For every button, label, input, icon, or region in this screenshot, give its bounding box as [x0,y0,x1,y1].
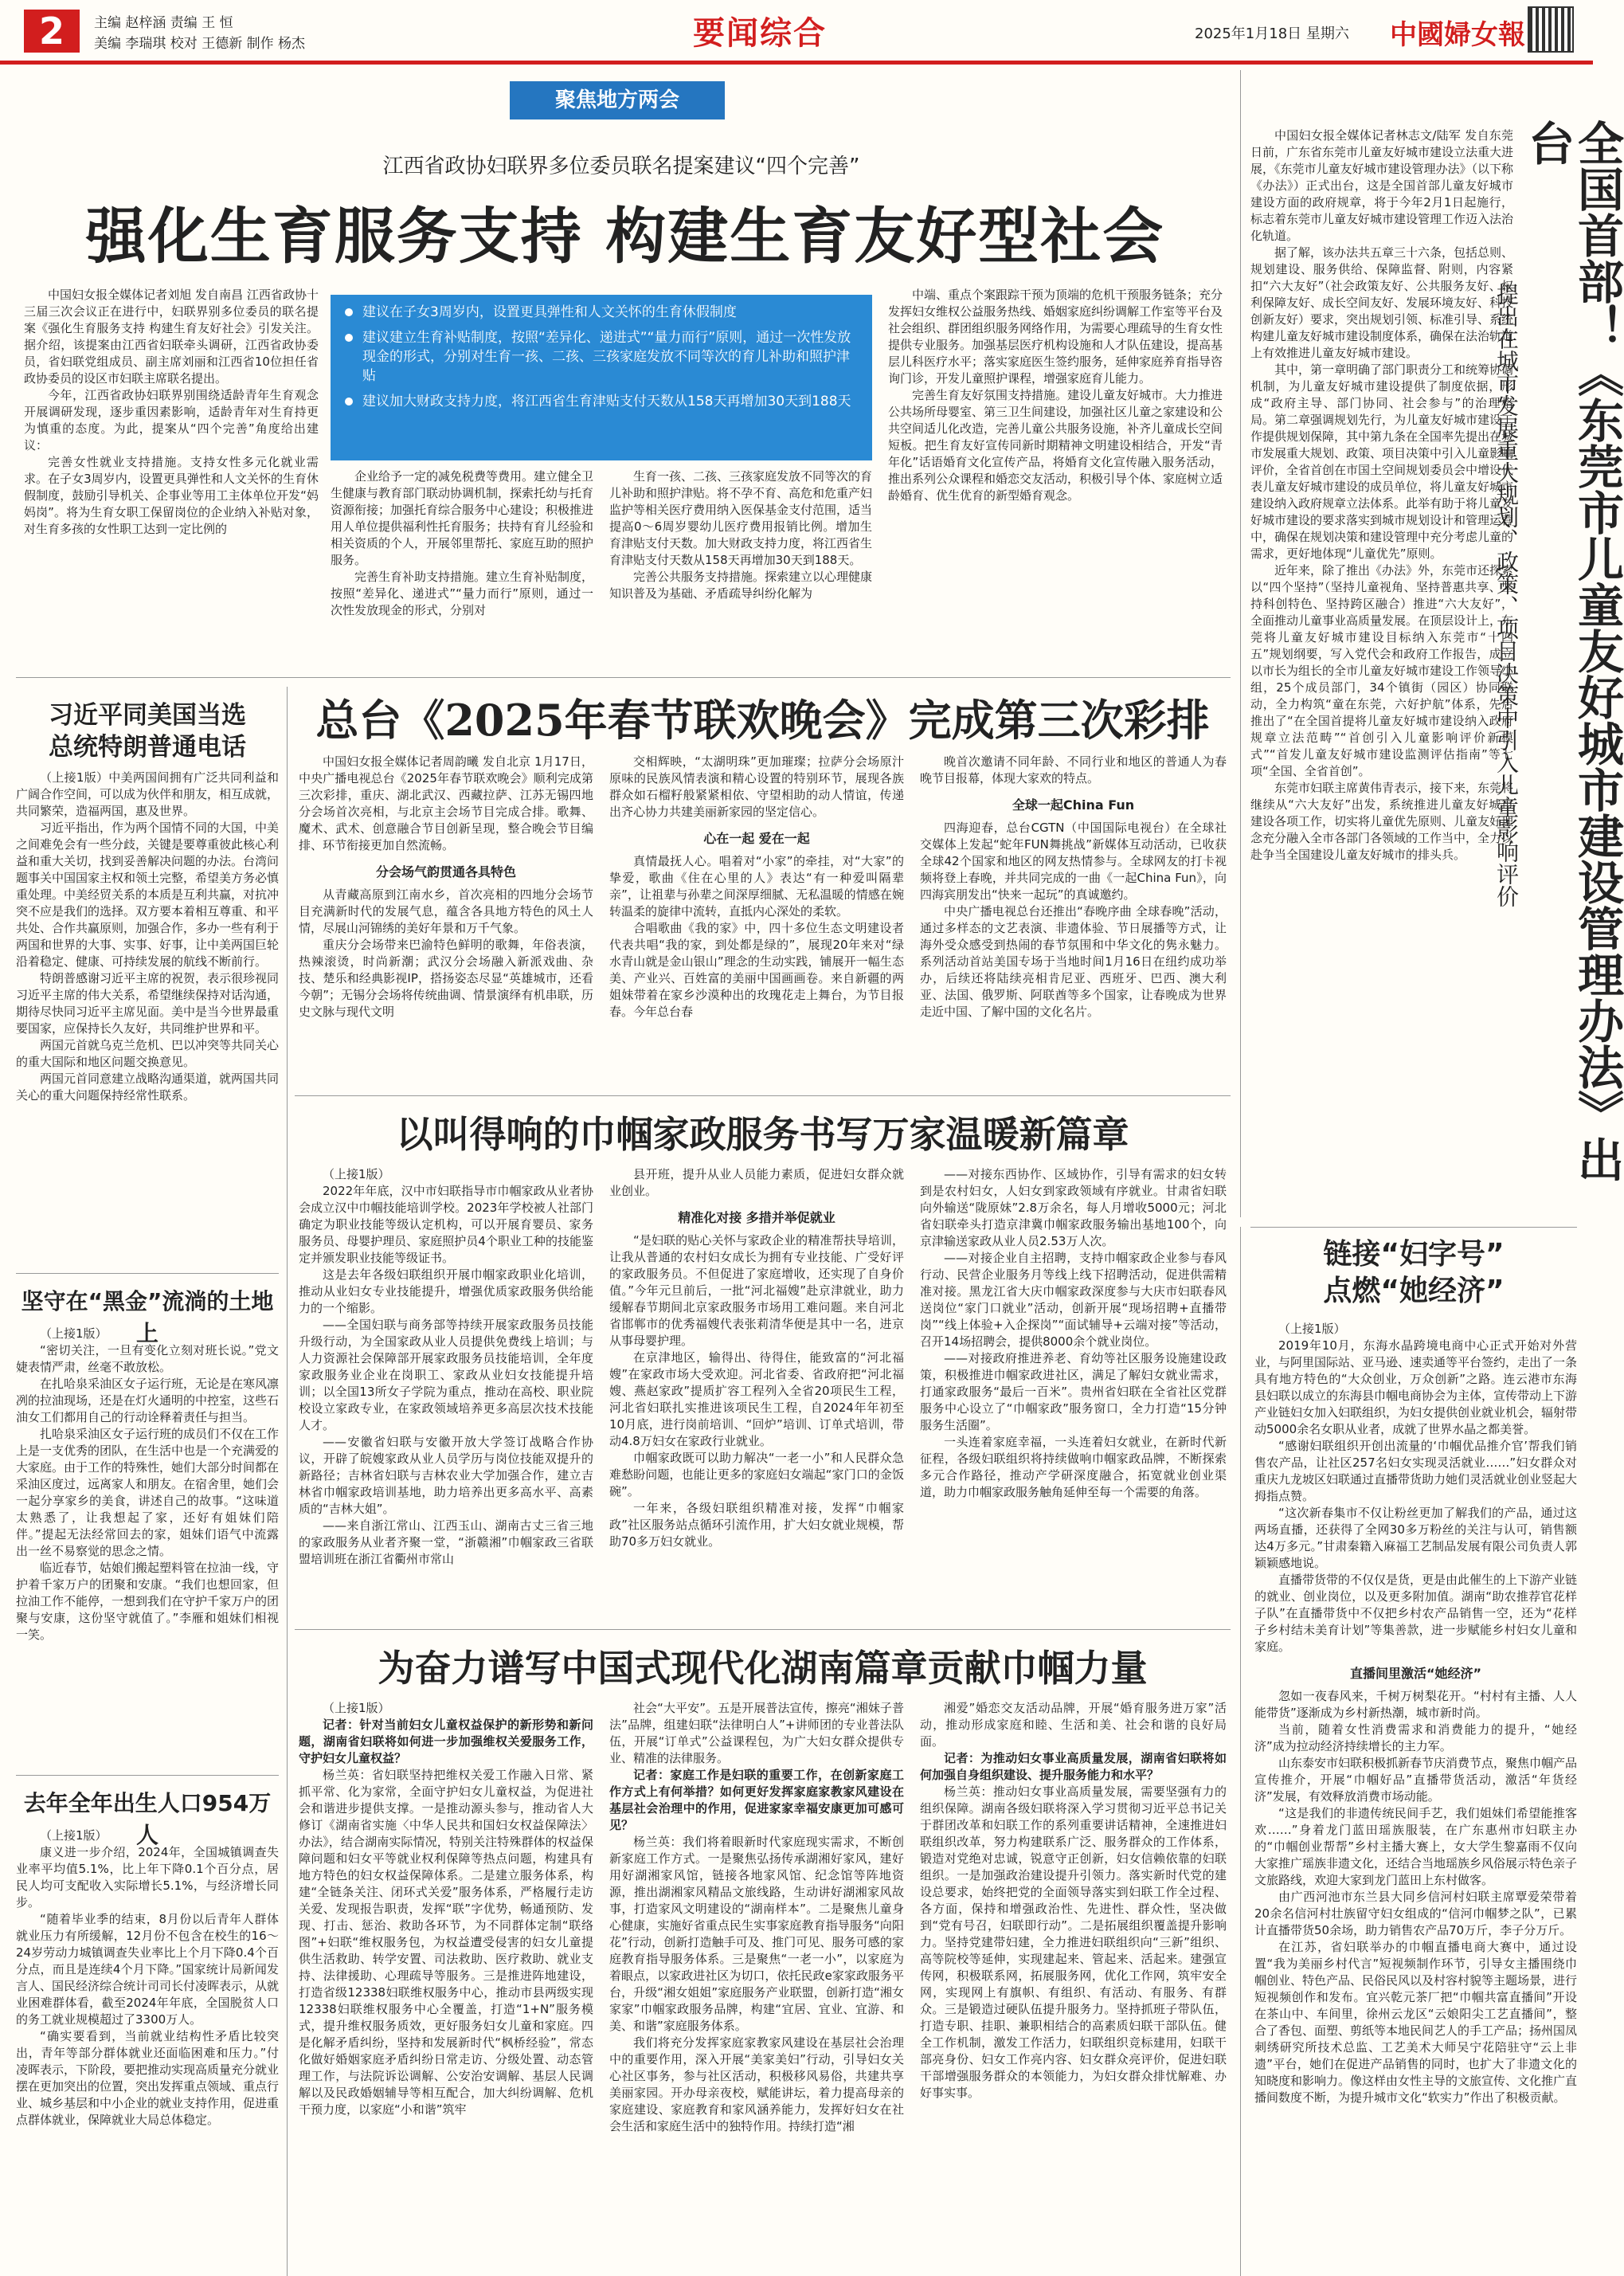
xi-headline-line-1: 习近平同美国当选 [49,701,246,730]
pop-p1: （上接1版） [40,1828,108,1843]
hk-p6: ——来自浙江常山、江西玉山、湖南古丈三省三地的家政服务从业者齐聚一堂，“浙赣湘”巾帼家政三省联盟培训班在浙江省衢州市常山 [299,1518,593,1566]
feature-kicker: 江西省政协妇联界多位委员联名提案建议“四个完善” [382,155,860,178]
gala-p3: 重庆分会场带来巴渝特色鲜明的歌舞，年俗表演，热辣滚烫，时尚新潮；武汉分会场融入新派戏曲、杂技、楚乐和经典影视IP，搭扬姿态尽显“英雄城市，还看今朝”；无锡分会场将传统曲调、情景演绎有机串联，历史文脉与现代文明 [299,938,593,1019]
bg-p1: （上接1版） [40,1326,108,1341]
ecommerce-headline [1250,1236,1577,1310]
ec-p11: 在江苏，省妇联举办的巾帼直播电商大赛中，通过设置“我为美丽乡村代言”短视频制作环节，引导女主播围绕巾帼创业、特色产品、民俗民风以及村容村貌等主题场景，进行短视频创作和发布。宜兴乾元茶厂把“巾帼共富直播间”开设在茶山中、车间里，徐州云龙区“云娘阳尖工艺直播间”，整合了香包、面塑、剪纸等本地民间艺人的手工产品；扬州国凤刺绣研究所技术总监、工艺美术大师吴宁花陪驻守“云上非遗”平台，她们在促进产品销售的同时，也扩大了非遗文化的知晓度和影响力。像这样由女性主导的文旅宣传、文化推广直播间数度不断，为提升城市文化“软实力”作出了积极贡献。 [1254,1940,1578,2105]
hk-p9: 在京津地区，输得出、待得住，能致富的“河北福嫂”在家政市场大受欢迎。河北省委、省政府把“河北福嫂、燕赵家政”提质扩容工程列入全省20项民生工程，河北省妇联扎实推进该项民生工程，自2024年年初至10月底，进行岗前培训、“回炉”培训、订单式培训，带动4.8万妇女在家政行业就业。 [609,1350,904,1448]
hunan-col-2 [609,1700,904,2135]
gala-subhead-1: 分会场气韵贯通各具特色 [375,864,516,879]
hk-p8: “是妇联的贴心关怀与家政企业的精准帮扶导培训，让我从普通的农村妇女成长为拥有专业技能、广受好评的家政服务员。不但促进了家庭增收，还实现了自身价值。”今年元旦前后，一批“河北福嫂”赴京津就业，助力缓解春节期间北京家政服务市场用工难问题。来自河北省邯郸市的优秀福嫂代表张莉清华便是其中一名，进京从事母婴护理。 [609,1233,904,1348]
divider [16,677,1231,678]
divider [16,1273,279,1274]
xi-p3: 特朗普感谢习近平主席的祝贺，表示很珍视同习近平主席的伟大关系，希望继续保持对话沟通，期待尽快同习近平主席见面。美中是当今世界最重要国家，应保持长久友好，共同维护世界和平。 [16,971,280,1036]
hk-subhead: 精准化对接 多措并举促就业 [678,1210,835,1225]
gala-p2: 从青藏高原到江南水乡，首次亮相的四地分会场节目充满新时代的发展气息，蕴含各具地方特色的风土人情，尽展山河锦绣的美好年景和万千气象。 [299,887,593,935]
hk-p14: ——对接政府推进养老、育幼等社区服务设施建设政策，积极推进巾帼家政进社区，满足了解妇女就业需求，打通家政服务“最后一百米”。贵州省妇联在全省社区党群服务中心设立了“巾帼家政”服务窗口，全力打造“15分钟服务生活圈”。 [920,1351,1227,1432]
feature-bullet-box [331,295,872,460]
feature-col2-p1: 企业给予一定的减免税费等费用。建立健全卫生健康与教育部门联动协调机制，探索托幼与托育资源衔接；加强托育综合服务中心建设；积极推进用人单位提供福利性托育服务；扶持有育儿经验和相关资质的个人，开展邻里帮托、家庭互助的照护服务。 [331,469,594,567]
xi-p5: 两国元首同意建立战略沟通渠道，就两国共同关心的重大问题保持经常性联系。 [16,1071,280,1103]
divider [1240,1227,1241,2276]
hk-p4: ——全国妇联与商务部等持续开展家政服务员技能升级行动，为全国家政从业人员提供免费线上培训；与人力资源社会保障部开展家政服务员技能培训，全年度家政服务业企业在岗职工、家政从业妇女技能提升培训；以全国13所女子学院为重点，推动在高校、职业院校设立家政专业，在家政领域培养更多高层次技术技能人才。 [299,1318,593,1432]
hn-a3: 杨兰英：推动妇女事业高质量发展，需要坚强有力的组织保障。湖南各级妇联将深入学习贯彻习近平总书记关于群团改革和妇联工作的系列重要讲话精神，全速推进妇联组织改革，努力构建联系广泛、服务群众的工作体系，锻造对党绝对忠诚，锐意守正创新，妇女信赖依靠的妇联组织。一是加强政治建设提升引领力。落实新时代党的建设总要求，始终把党的全面领导落实到妇联工作全过程、各方面，保持和增强政治性、先进性、群众性，坚决做到“党有号召，妇联即行动”。二是拓展组织覆盖提升影响力。坚持党建带妇建，全力推进妇联组织向“三新”组织、高等院校等延伸，实现建起来、管起来、活起来。建强宣传网，积极联系网，拓展服务网，优化工作网，筑牢安全网，实现网上有旗帜、有组织、有活动、有服务、有群众。三是锻造过硬队伍提升服务力。坚持抓班子带队伍，打造专职、挂职、兼职相结合的高素质妇联干部队伍。健全工作机制，激发工作活力，妇联组织竞标建用，妇联干部亮身份、妇女工作亮内容、妇女群众亮评价，促进妇联干部增强服务群众的本领能力，为妇女群众排忧解难、办好事实事。 [920,1784,1227,2100]
hn-a1b: 社会“大平安”。五是开展普法宣传，擦亮“湘妹子普法”品牌，组建妇联“法律明白人”+讲师团的专业普法队伍，开展“订单式”公益课程包，为广大妇女群众提供专业、精准的法律服务。 [609,1701,904,1765]
feature-col-4 [888,287,1223,504]
hn-a2: 杨兰英：我们将着眼新时代家庭现实需求，不断创新家庭工作方式。一是聚焦弘扬传承湖湘好家风，建好用好湖湘家风馆，链接各地家风馆、纪念馆等阵地资源，推出湖湘家风精品文旅线路，生动讲好湖湘家风故事，打造家风文明建设的“湖南样本”。二是聚焦儿童身心健康，实施好省重点民生实事家庭教育指导服务“向阳花”行动，创新打造触手可及、推门可见、服务可感的家庭教育指导服务体系。三是聚焦“一老一小”，以家庭为着眼点，以家政进社区为切口，依托民政e家家政服务平台，升级“湘女姐姐”家庭服务产业联盟，创新打造“湘女家家”巾帼家政服务品牌，构建“宜居、宜业、宜游、和美、和谐”家庭服务体系。 [609,1835,904,2033]
hk-p12: ——对接东西协作、区域协作，引导有需求的妇女转到是农村妇女，人妇女到家政领域有序就业。甘肃省妇联向外输送“陇原妹”2.8万余名，每人月增收5000元；河北省妇联牵头打造京津冀巾帼家政服务输出基地100个，向京津输送家政从业人员2.53万人次。 [920,1167,1227,1248]
ec-p2: 2019年10月，东海水晶跨境电商中心正式开始对外营业，与阿里国际站、亚马逊、速卖通等平台签约，走出了一条具有地方特色的“大众创业，万众创新”之路。连云港市东海县妇联以成立的东海县巾帼电商协会为主体，宣传带动上下游产业链妇女加入妇联组织，为妇女提供创业就业机会，辐射带动5000余名女职从业者，成就了世界水晶之都美誉。 [1254,1338,1578,1436]
feature-lead: 中国妇女报全媒体记者刘旭 发自南昌 江西省政协十三届三次会议正在进行中，妇联界别多位委员的联名提案《强化生育服务支持 构建生育友好社会》引发关注。据介绍，该提案由江西省妇联牵头调研，江西省政协委员，省妇联党组成员、副主席刘丽和江西省10位担任省政协委员的设区市妇联主席联名提出。 [24,288,319,386]
gala-headline: 总台《2025年春节联欢晚会》完成第三次彩排 [315,695,1210,746]
xi-headline-line-2: 总统特朗普通电话 [49,733,246,762]
hn-a1: 杨兰英：省妇联坚持把维权关爱工作融入日常、紧抓平常、化为家常，全面守护妇女儿童权益，为促进社会和谐进步提供支撑。一是推动源头参与，推动省人大修订《湖南省实施〈中华人民共和国妇女权益保障法〉办法》，结合湖南实际情况，特别关注特殊群体的权益保障问题和妇女平等就业权利保障等热点问题，构建具有地方特色的妇女权益保障体系。二是建立服务体系，构建“全链条关注、闭环式关爱”服务体系，严格履行走访关爱、发现报告职责，发挥“联”字优势，畅通预防、发现、打击、惩治、救助各环节，为不同群体定制“联络图”+妇联“维权服务包，为权益遭受侵害的妇女儿童提供生活救助、转学安置、司法救助、医疗救助、就业支持、法律援助、心理疏导等服务。三是推进阵地建设，打造省级12338妇联维权服务中心，推动市县两级实现12338妇联维权服务中心全覆盖，打造“1+N”服务模式，提升维权服务质效，更好服务妇女儿童和家庭。四是化解矛盾纠纷，坚持和发展新时代“枫桥经验”，常态化做好婚姻家庭矛盾纠纷日常走访、分级处置、动态管理工作，与法院诉讼调解、公安治安调解、基层人民调解以及民政婚姻辅导等相互配合，加大纠纷调解、危机干预力度，以家庭“小和谐”筑牢 [299,1768,593,2117]
dongguan-body [1250,127,1513,864]
ec-p1: （上接1版） [1278,1322,1346,1336]
ec-p10: 由广西河池市东兰县大同乡信河村妇联主席覃爱荣带着20余名信河村壮族留守妇女组成的“信河巾帼梦之队”，已累计直播带货50余场，助力销售农产品70万斤，李子分万斤。 [1254,1890,1577,1937]
hn-q1: 记者：针对当前妇女儿童权益保护的新形势和新问题，湖南省妇联将如何进一步加强维权关爱服务工作，守护妇女儿童权益？ [299,1718,593,1765]
hn-a2b: 我们将充分发挥家庭家教家风建设在基层社会治理中的重要作用，深入开展“美家美妇”行动，引导妇女关心社区事务，参与社区活动，积极移风易俗，共建共享美丽家园。开办母亲夜校，赋能讲坛，着力提高母亲的家庭建设、家庭教育和家风涵养能力，发挥好妇女在社会生活和家庭生活中的独特作用。持续打造“湘 [609,2035,904,2133]
dongguan-p5: 东莞市妇联主席黄伟青表示，接下来，东莞将继续从“六大友好”出发，系统推进儿童友好城市建设各项工作，切实将儿童优先原则、儿童友好理念充分融入全市各部门各领域的工作当中，全力以赴争当全国建设儿童友好城市的排头兵。 [1250,781,1514,862]
housekeeping-col-3 [920,1166,1227,1501]
dongguan-p1: 中国妇女报全媒体记者林志文/陆军 发自东莞 日前，广东省东莞市儿童友好城市建设立法重大进展，《东莞市儿童友好城市建设管理办法》（以下称《办法》）正式出台，这是全国首部儿童友好城市建设方面的政府规章，将于今年2月1日起施行，标志着东莞市儿童友好城市建设管理工作迈入法治化轨道。 [1250,128,1514,243]
section-title: 要闻综合 [693,15,827,52]
bg-p2: “密切关注，一旦有变化立刻对班长说。”党文婕表情严肃，丝毫不敢放松。 [16,1343,279,1374]
feature-headline: 强化生育服务支持 构建生育友好型社会 [85,201,1165,272]
hunan-col-3 [920,1700,1227,2102]
gala-p7: 晚首次邀请不同年龄、不同行业和地区的普通人为春晚节目报幕，体现大家欢的特点。 [920,754,1227,785]
feature-tag: 聚焦地方两会 [510,81,725,119]
divider [1250,1227,1577,1228]
housekeeping-headline: 以叫得响的巾帼家政服务书写万家温暖新篇章 [396,1113,1129,1156]
pop-p4: “确实要看到，当前就业结构性矛盾比较突出，青年等部分群体就业还面临困难和压力。”付凌晖表示，下阶段，要把推动实现高质量充分就业摆在更加突出的位置，突出发挥重点领域、重点行业、城乡基层和中小企业的就业支持作用，促进重点群体就业，保障就业大局总体稳定。 [16,2029,280,2127]
feature-col-1 [24,287,319,538]
ec-p8: 山东泰安市妇联积极抓新春节庆消费节点，聚焦巾帼产品宣传推介，开展“巾帼好品”直播带货活动，激活“年货经济”发展，有效释放消费市场动能。 [1254,1756,1578,1804]
pop-p3: “随着毕业季的结束，8月份以后青年人群体就业压力有所缓解，12月份不包含在校生的16～24岁劳动力城镇调查失业率比上个月下降0.4个百分点，而且是连续4个月下降。”国家统计局新闻发言人、国民经济综合统计司司长付凌晖表示，从就业困难群体看，截至2024年年底，全国脱贫人口的务工就业规模超过了3300万人。 [16,1912,280,2027]
ec-p5: 直播带货带的不仅仅是货，更是由此催生的上下游产业链的就业、创业岗位，以及更多附加值。湖南“助农推荐官花样子队”在直播带货中不仅把乡村农产品销售一空，还为“花样子乡村结未美育计划”等集善款，进一步赋能乡村妇女儿童和家庭。 [1254,1573,1578,1654]
divider [295,1095,1231,1096]
hk-p13: ——对接企业自主招聘，支持巾帼家政企业参与春风行动、民营企业服务月等线上线下招聘活动，促进供需精准对接。黑龙江省大庆巾帼家政深度参与大庆市妇联春风送岗位“家门口就业”活动，创新开展“现场招聘+直播带岗”“线上体验+入企探岗”“面试辅导+云端对接”等活动，召开14场招聘会，提供8000余个就业岗位。 [920,1251,1227,1349]
pop-p2: 康义进一步介绍，2024年，全国城镇调查失业率平均值5.1%，比上年下降0.1个百分点，居民人均可支配收入实际增长5.1%，与经济增长同步。 [16,1845,279,1910]
xi-p1: （上接1版）中美两国间拥有广泛共同利益和广阔合作空间，可以成为伙伴和朋友，相互成就，共同繁荣，造福两国，惠及世界。 [16,770,280,818]
hk-p3: 这是去年各级妇联组织开展巾帼家政职业化培训，推动从业妇女专业技能提升，增强优质家政服务供给能力的一个缩影。 [299,1267,593,1315]
divider [16,1775,279,1776]
gala-p6: 合唱歌曲《我的家》中，四十多位生态文明建设者代表共唱“我的家，到处都是绿的”，展现20年来对“绿水青山就是金山银山”理念的生动实践，铺展开一幅生态美、产业兴、百姓富的美丽中国画画卷。来自新疆的两姐妹带着在家乡沙漠种出的玫瑰花走上舞台，为节目报春。今年总台春 [609,921,904,1019]
bg-p4: 扎哈泉采油区女子运行班的成员们不仅在工作上是一支优秀的团队，在生活中也是一个充满爱的大家庭。由于工作的特殊性，她们大部分时间都在采油区度过，远离家人和朋友。在宿舍里，她们会一起分享家乡的美食，讲述自己的故事。“这味道太熟悉了，让我想起了家，还好有姐妹们陪伴。”提起无法经常回去的家，姐妹们语气中流露出一丝不易察觉的思念之情。 [16,1427,280,1558]
feature-col1-p2: 今年，江西省政协妇联界别围绕适龄青年生育观念开展调研发现，逐步重因素影响，适龄青年对生育持更为慎重的态度。为此，提案从“四个完善”角度给出建议： [24,388,319,452]
hn-q3: 记者：为推动妇女事业高质量发展，湖南省妇联将如何加强自身组织建设、提升服务能力和水平？ [920,1751,1227,1782]
feature-col-2 [331,468,593,619]
bullet-item: 建议加大财政支持力度，将江西省生育津贴支付天数从158天再增加30天到188天 [345,392,858,411]
ec-p4: “这次新春集市不仅让粉丝更加了解我们的产品，通过这两场直播，还获得了全网30多万粉丝的关注与认可，销售额达4万多元。”甘肃秦籍入麻福工艺制品发展有限公司负责人郭颖颖感地说。 [1254,1506,1577,1570]
feature-col2-p2: 完善生育补助支持措施。建立生育补贴制度，按照“差异化、递进式”“量力而行”原则，通过一次性发放现金的形式，分别对 [331,570,594,617]
feature-col4-p2: 完善生育友好氛围支持措施。建设儿童友好城市。大力推进公共场所母婴室、第三卫生间建设，加强社区儿童之家建设和公共空间适儿化改造，完善儿童公共服务设施，补齐儿童成长空间短板。把生育友好宣传同新时期精神文明建设相结合，开发“青年化”话语婚育文化宣传产品，将婚育文化宣传融入服务活动，推出系列公众课程和婚恋交友活动，积极引导个体、家庭树立适龄婚育、优生优育的新型婚育观念。 [888,388,1223,503]
gala-subhead-3: 全球一起China Fun [1012,797,1135,813]
brand-logo: 中國婦女報 [1390,19,1525,51]
population-body [16,1827,279,2129]
hunan-col-1 [299,1700,593,2118]
hk-p2: 2022年年底，汉中市妇联指导市巾帼家政从业者协会成立汉中巾帼技能培训学校。2023年学校被人社部门确定为职业技能等级认定机构，可以开展育婴员、家务服务员、母婴护理员、家庭照护员4个职业工种的技能鉴定并颁发职业技能等级证书。 [299,1184,593,1265]
ec-p9: “这是我们的非遗传统民间手艺，我们姐妹们希望能推客欢……”身着龙门蓝田瑶族服装，在广东惠州市妇联主办的“巾帼创业帮帮”乡村主播大赛上，女大学生黎嘉雨不仅向大家推广瑶族非遗文化，还结合当地瑶族乡风俗展示特色亲子文旅路线，欢迎大家到龙门蓝田上东村做客。 [1254,1806,1578,1887]
qr-code[interactable] [1528,6,1574,53]
issue-date: 2025年1月18日 星期六 [1195,25,1349,42]
gala-col-2 [609,754,904,1020]
dongguan-subhead: 提出在城市发展重大规划、政策、项目决策中引入儿童影响评价 [1493,283,1520,907]
bg-p5: 临近春节，姑娘们搬起塑料管在拉油一线，守护着千家万户的团聚和安康。“我们也想回家，但拉油工作不能停，一想到我们在守护千家万户的团聚与安康，这份坚守就值了。”李雁和姐妹们相视一笑。 [16,1561,280,1642]
gala-p1: 中国妇女报全媒体记者周韵曦 发自北京 1月17日，中央广播电视总台《2025年春节联欢晚会》顺利完成第三次彩排，重庆、湖北武汉、西藏拉萨、江苏无锡四地分会场首次亮相，与北京主会场节目完成合排。歌舞、魔术、武术、创意融合节目创新呈现，整合晚会节目编排、环节衔接更加自然流畅。 [299,754,593,852]
gala-subhead-2: 心在一起 爱在一起 [703,831,810,846]
divider [295,1629,1231,1630]
bullet-dot-icon [345,308,353,316]
hk-p7: 县开班，提升从业人员能力素质，促进妇女群众就业创业。 [609,1167,904,1198]
ec-headline-line-2: 点燃“她经济” [1323,1275,1505,1307]
gala-p9: 中央广播电视总台还推出“春晚序曲 全球春晚”活动，通过多样态的文艺表演、非遗体验、节日展播等方式，让海外受众感受到热闹的春节氛围和中华文化的隽永魅力。系列活动首站美国专场于当地时间1月16日在纽约成功举办，后续还将陆续亮相肯尼亚、西班牙、巴西、澳大利亚、法国、俄罗斯、阿联酋等多个国家，让春晚成为世界走近中国、了解中国的文化名片。 [920,904,1227,1019]
hn-p1: （上接1版） [323,1701,390,1715]
dongguan-p3: 其中，第一章明确了部门职责分工和统筹协调机制，为儿童友好城市建设提供了制度依据，形成“政府主导、部门协同、社会参与”的治理格局。第二章强调规划先行，为儿童友好城市建设工作提供规划保障，其中第九条在全国率先提出在城市发展重大规划、政策、项目决策中引入儿童影响评价，全省首创在市国土空间规划委员会中增设代表儿童友好城市建设的成员单位，将儿童友好城市建设纳入政府规章立法体系。此举有助于将儿童友好城市建设的要求落实到城市规划设计和管理运营中，确保在规划决策和建设管理中充分考虑儿童的需求，更好地体现“儿童优先”原则。 [1250,362,1514,561]
dongguan-headline: 全国首部！《东莞市儿童友好城市建设管理办法》出台 [1520,119,1624,1182]
ecommerce-body [1254,1321,1577,2106]
xi-p2: 习近平指出，作为两个国情不同的大国，中美之间难免会有一些分歧，关键是要尊重彼此核心利益和重大关切，找到妥善解决问题的办法。台湾问题事关中国国家主权和领土完整，希望美方务必慎重处理。中美经贸关系的本质是互利共赢，对抗冲突不应是我们的选择。双方要本着相互尊重、和平共处、合作共赢原则，加强合作，多办一些有利于两国和世界的大事、实事、好事，让中美两国巨轮沿着稳定、健康、可持续发展的航线不断前行。 [16,821,280,969]
hn-q2: 记者：家庭工作是妇联的重要工作，在创新家庭工作方式上有何举措？如何更好发挥家庭家教家风建设在基层社会治理中的作用，促进家家幸福安康更加可感可见？ [609,1768,904,1832]
masthead-rule [0,61,1593,65]
gala-col-3 [920,754,1227,1020]
xi-p4: 两国元首就乌克兰危机、巴以冲突等共同关心的重大国际和地区问题交换意见。 [16,1038,280,1069]
housekeeping-col-1 [299,1166,593,1568]
hk-p10: 巾帼家政既可以助力解决“一老一小”和人民群众急难愁盼问题，也能让更多的家庭妇女端起“家门口的金饭碗”。 [609,1451,904,1498]
divider [287,687,288,2276]
housekeeping-col-2 [609,1166,904,1550]
bullet-dot-icon [345,398,353,405]
feature-col1-p3: 完善女性就业支持措施。支持女性多元化就业需求。在子女3周岁内，设置更具弹性和人文关怀的生育休假制度，鼓励引导机关、企事业等用工主体单位开发“妈妈岗”。将为生育女职工保留岗位的企业纳入补贴对象，对生育多孩的女性职工达到一定比例的 [24,455,319,536]
blackgold-headline: 坚守在“黑金”流淌的土地上 [21,1288,274,1346]
ec-p3: “感谢妇联组织开创出流量的‘巾帼优品推介官’帮我们销售农产品，让社区257名妇女实现灵活就业……”妇女群众对重庆九龙坡区妇联通过直播带货助力她们灵活就业创业竖起大拇指点赞。 [1254,1439,1578,1503]
staff-line-2: 美编 李瑞琪 校对 王德新 制作 杨杰 [94,36,306,52]
staff-line-1: 主编 赵梓涵 责编 王 恒 [94,15,233,31]
bullet-item: 建议在子女3周岁内，设置更具弹性和人文关怀的生育休假制度 [345,303,858,322]
gala-p4: 交相辉映，“太湖明珠”更加璀璨；拉萨分会场原汁原味的民族风情表演和精心设置的特别环节，展现各族群众如石榴籽般紧紧相依、守望相助的动人情谊，传递出齐心协力共建美丽新家园的坚定信心。 [609,754,904,819]
blackgold-body [16,1326,279,1643]
masthead [0,0,1593,60]
feature-col-3 [609,468,872,602]
bullet-item: 建议建立生育补贴制度，按照“差异化、递进式”“量力而行”原则，通过一次性发放现金的形式，分别对生育一孩、二孩、三孩家庭发放不同等次的育儿补助和照护津贴 [345,328,858,386]
dongguan-p2: 据了解，该办法共五章三十六条，包括总则、规划建设、服务供给、保障监督、附则，内容紧扣“六大友好”（社会政策友好、公共服务友好、权利保障友好、成长空间友好、发展环境友好、科技创新友好）要求，突出规划引领、标准引导、系统构建儿童友好城市建设制度体系，确保在法治轨道上有效推进儿童友好城市建设。 [1250,245,1514,360]
feature-col3-p2: 完善公共服务支持措施。探索建立以心理健康知识普及为基础、矛盾疏导纠纷化解为 [609,570,873,601]
population-headline: 去年全年出生人口954万人 [23,1790,272,1848]
ec-p7: 当前，随着女性消费需求和消费能力的提升，“她经济”成为拉动经济持续增长的主力军。 [1254,1722,1577,1753]
dongguan-p4: 近年来，除了推出《办法》外，东莞市还探索以“四个坚持”（坚持儿童视角、坚持普惠共享、坚持科创特色、坚持跨区融合）推进“六大友好”，全面推动儿童事业高质量发展。在顶层设计上，东莞将儿童友好城市建设目标纳入东莞市“十四五”规划纲要，写入党代会和政府工作报告，成立以市长为组长的全市儿童友好城市建设工作领导小组，25个成员部门，34个镇街（园区）协同联动，全力构筑“童在东莞，六好护航”体系，先后推出了“在全国首提将儿童友好城市建设纳入政府规章立法范畴”“首创引入儿童影响评价新模式”“首发儿童友好城市建设监测评估指南”等七项“全国、全省首创”。 [1250,563,1514,778]
hk-p11: 一年来，各级妇联组织精准对接，发挥“巾帼家政”社区服务站点循环引流作用，扩大妇女就业规模，帮助70多万妇女就业。 [609,1501,904,1549]
bullet-dot-icon [345,334,353,342]
hunan-headline: 为奋力谱写中国式现代化湖南篇章贡献巾帼力量 [378,1647,1148,1690]
ec-subhead: 直播间里激活“她经济” [1349,1666,1482,1681]
feature-col4-p1: 中端、重点个案跟踪干预为顶端的危机干预服务链条；充分发挥妇女维权公益服务热线、婚姻家庭纠纷调解工作室等平台及社会组织、群团组织服务网络作用，为需要心理疏导的生育女性提供专业服务。加强基层医疗机构设施和人才队伍建设，提高基层儿科医疗水平；落实家庭医生签约服务，延伸家庭养育指导咨询门诊，开发儿童照护课程，增强家庭育儿能力。 [888,288,1223,386]
divider [1240,70,1241,1217]
ec-headline-line-1: 链接“妇字号” [1323,1238,1505,1271]
xi-headline [16,699,279,763]
hk-p5: ——安徽省妇联与安徽开放大学签订战略合作协议，开辟了皖嫂家政从业人员学历与岗位技能双提升的新路径；吉林省妇联与吉林农业大学加强合作，建立吉林省巾帼家政培训基地，助力培养出更多高水平、高素质的“吉林大姐”。 [299,1435,593,1516]
page-number: 2 [24,10,80,53]
gala-p5: 真情最抚人心。唱着对“小家”的牵挂，对“大家”的挚爱，歌曲《住在心里的人》表达“有一种爱叫隔辈亲”，让祖辈与孙辈之间深厚细腻、无私温暖的情感在婉转温柔的旋律中流转，直抵内心深处的柔软。 [609,854,904,919]
hk-p15: 一头连着家庭幸福，一头连着妇女就业，在新时代新征程，各级妇联组织将持续做响巾帼家政品牌，不断探索多元合作路径，推动产学研深度融合，拓宽就业创业渠道，助力巾帼家政服务触角延伸至每一个需要的角落。 [920,1435,1227,1499]
ec-p6: 忽如一夜春风来，千树万树梨花开。“村村有主播、人人能带货”逐渐成为乡村新热潮，城市新时尚。 [1254,1689,1577,1720]
gala-p8: 四海迎春，总台CGTN（中国国际电视台）在全球社交媒体上发起“蛇年FUN舞挑战”新媒体互动活动，已收获全球42个国家和地区的网友热情参与。全球网友的打卡视频将登上春晚，并共同完成的一曲《一起China Fun》，向四海宾朋发出“快来一起玩”的真诚邀约。 [920,821,1227,902]
bg-p3: 在扎哈泉采油区女子运行班，无论是在寒风凛冽的拉油现场，还是在灯火通明的中控室，这些石油女工们都用自己的行动诠释着责任与担当。 [16,1377,280,1424]
gala-col-1 [299,754,593,1020]
xi-body [16,770,279,1104]
hn-a2c: 湘爱”婚恋交友活动品牌，开展“婚育服务进万家”活动，推动形成家庭和睦、生活和美、社会和谐的良好局面。 [920,1701,1227,1749]
hk-p1: （上接1版） [323,1167,390,1181]
feature-col3-p1: 生育一孩、二孩、三孩家庭发放不同等次的育儿补助和照护津贴。将不孕不育、高危和危重产妇监护等相关医疗费用纳入医保基金支付范围，适当提高0～6周岁婴幼儿医疗费用报销比例。增加生育津贴支付天数。加大财政支持力度，将江西省生育津贴支付天数从158天再增加30天到188天。 [609,469,873,567]
